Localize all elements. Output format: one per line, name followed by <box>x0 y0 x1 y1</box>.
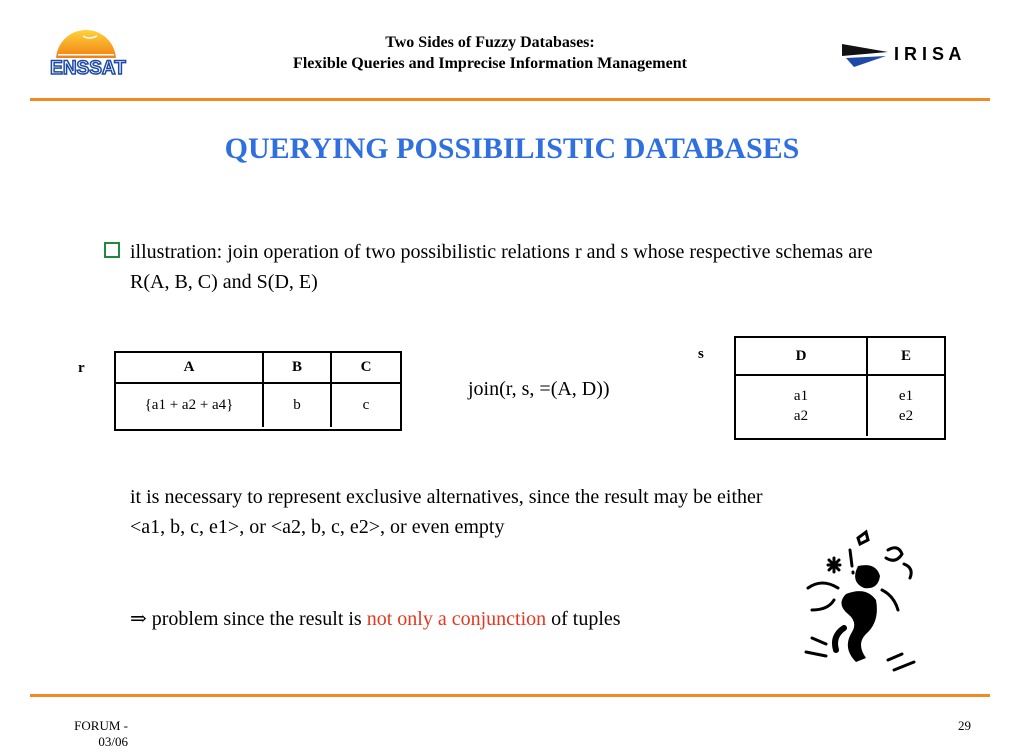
join-expression: join(r, s, =(A, D)) <box>468 378 610 400</box>
conclusion-prefix: problem since the result is <box>151 608 362 630</box>
r-cell-a: {a1 + a2 + a4} <box>144 397 234 413</box>
r-cell-c: c <box>331 383 400 427</box>
bullet-text: illustration: join operation of two possibilistic relations r and s whose respective schemas are R(A, B, C) and S(D, E) <box>130 241 873 293</box>
s-cell-d-value-1: a1 <box>793 388 809 404</box>
irisa-logo-text: I R I S A <box>894 44 962 64</box>
r-header-b: B <box>263 353 331 383</box>
r-cell-b: b <box>263 383 331 427</box>
bullet-checkbox-icon <box>104 242 120 258</box>
footer-left-line1: FORUM - <box>74 718 128 733</box>
s-cell-e <box>867 375 944 436</box>
irisa-logo <box>842 40 992 70</box>
conclusion-suffix: of tuples <box>551 608 621 630</box>
page-number: 29 <box>958 718 971 733</box>
footer-divider <box>30 694 990 697</box>
relation-s-table <box>734 336 946 440</box>
slide-title: QUERYING POSSIBILISTIC DATABASES <box>224 132 800 165</box>
header-title <box>180 32 800 74</box>
conclusion-text <box>130 604 621 634</box>
s-header-d: D <box>736 338 867 375</box>
explanation-line1: it is necessary to represent exclusive alternatives, since the result may be either <box>130 486 763 508</box>
footer-left-line2: 03/06 <box>98 734 128 749</box>
header-title-line1: Two Sides of Fuzzy Databases: <box>385 34 595 51</box>
s-cell-d <box>736 375 867 436</box>
implies-arrow-icon: ⇒ <box>130 608 147 630</box>
footer-left <box>66 718 128 750</box>
relation-r-label: r <box>78 360 85 376</box>
header-title-line2: Flexible Queries and Imprecise Information Management <box>293 55 687 72</box>
s-cell-e-value-1: e1 <box>898 388 914 404</box>
conclusion-highlight: not only a conjunction <box>366 608 547 630</box>
irisa-flag-graphic <box>842 42 890 68</box>
r-header-a: A <box>116 353 263 383</box>
s-cell-e-value-2: e2 <box>898 408 914 424</box>
enssat-logo-text: ENSSAT <box>50 58 126 79</box>
confused-figure-clipart <box>798 528 928 678</box>
header-divider <box>30 98 990 101</box>
r-header-c: C <box>331 353 400 383</box>
explanation-line2: <a1, b, c, e1>, or <a2, b, c, e2>, or even empty <box>130 516 505 538</box>
relation-r-table <box>114 351 402 431</box>
s-cell-d-value-2: a2 <box>793 408 809 424</box>
enssat-logo <box>38 28 138 80</box>
relation-s-label: s <box>698 346 704 362</box>
s-header-e: E <box>867 338 944 375</box>
